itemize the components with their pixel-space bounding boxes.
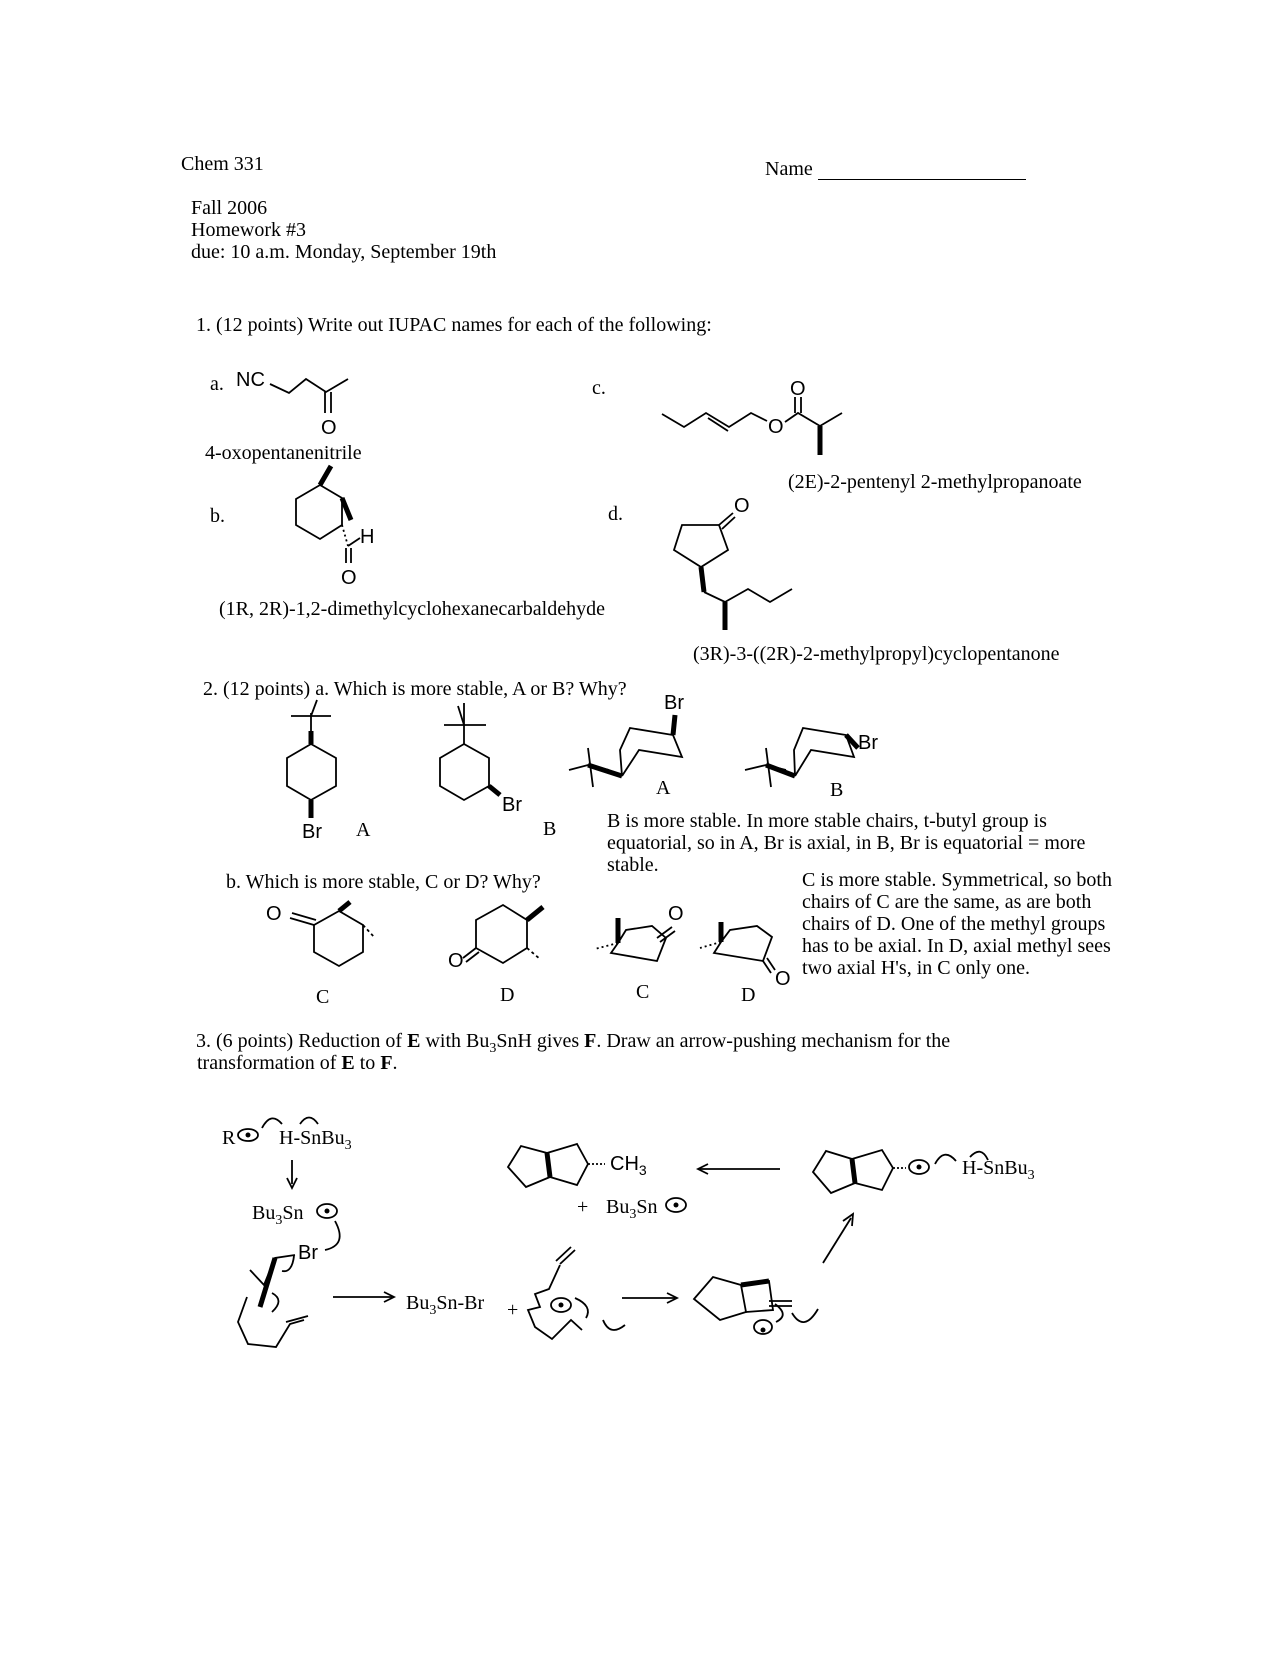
mech-plus-1: + — [507, 1299, 519, 1321]
svg-text:NC: NC — [236, 369, 265, 391]
svg-text:O: O — [790, 378, 806, 400]
q1c-letter: c. — [592, 377, 606, 399]
mech-HSnBu3-1: H-SnBu$_3$ — [279, 1127, 352, 1153]
name-label: Name — [765, 158, 813, 180]
mech-plus-2: + — [577, 1196, 589, 1218]
structure-2a-B-chair — [745, 728, 878, 787]
structure-2b-C — [266, 902, 375, 966]
q1b-letter: b. — [210, 505, 225, 527]
structure-2a-A-chair — [569, 692, 684, 787]
mech-CH3: $CH_3$ — [610, 1153, 647, 1178]
due-date: due: 10 a.m. Monday, September 19th — [191, 241, 497, 263]
svg-text:O: O — [266, 903, 282, 925]
structure-2b-D — [448, 905, 543, 972]
q2a-prompt: 2. (12 points) a. Which is more stable, A or B? Why? — [203, 678, 627, 700]
q3-prompt-line1: 3. (6 points) Reduction of E with $Bu_3SnH$ gives F. Draw an arrow-pushing mechanism for the — [196, 1030, 951, 1056]
course-title: Chem 331 — [181, 153, 264, 175]
svg-text:Br: Br — [298, 1242, 318, 1264]
structure-2b-C-chair — [595, 903, 684, 961]
label-D-flat: D — [500, 984, 515, 1006]
label-B-flat: B — [543, 818, 557, 840]
label-C-chair: C — [636, 981, 650, 1003]
term: Fall 2006 — [191, 197, 268, 219]
label-A-chair: A — [656, 777, 671, 799]
structure-2b-D-chair — [700, 922, 791, 990]
q1d-letter: d. — [608, 503, 623, 525]
label-A-flat: A — [356, 819, 371, 841]
label-C-flat: C — [316, 986, 330, 1008]
q2a-answer: B is more stable. In more stable chairs, t-butyl group is equatorial, so in A, Br is axial, in B, Br is equatorial = more stable. — [607, 810, 1086, 876]
mech-Bu3SnBr: $Bu_3Sn-Br$ — [406, 1292, 485, 1318]
svg-text:O: O — [341, 567, 357, 589]
q1c-answer: (2E)-2-pentenyl 2-methylpropanoate — [788, 471, 1082, 493]
q1-prompt: 1. (12 points) Write out IUPAC names for each of the following: — [196, 314, 712, 336]
svg-text:O: O — [768, 416, 784, 438]
svg-text:O: O — [321, 417, 337, 439]
structure-1d — [674, 495, 792, 630]
q1d-answer: (3R)-3-((2R)-2-methylpropyl)cyclopentanone — [693, 643, 1060, 665]
svg-text:O: O — [734, 495, 750, 517]
q1a-letter: a. — [210, 373, 224, 395]
assignment-title: Homework #3 — [191, 219, 306, 241]
mech-Bu3Sn-2: $Bu_3Sn$ — [606, 1196, 658, 1222]
q1b-answer: (1R, 2R)-1,2-dimethylcyclohexanecarbaldehyde — [219, 598, 605, 620]
structure-1b — [296, 466, 374, 589]
svg-text:H: H — [360, 526, 375, 548]
svg-text:Br: Br — [502, 794, 522, 816]
svg-text:Br: Br — [302, 821, 322, 843]
structure-1c — [662, 378, 842, 455]
svg-text:Br: Br — [858, 732, 878, 754]
svg-text:O: O — [448, 950, 464, 972]
q2b-prompt: b. Which is more stable, C or D? Why? — [226, 871, 541, 893]
q2b-answer: C is more stable. Symmetrical, so both chairs of C are the same, as are both chairs of D. One of the methyl groups has to be axial. In D, axial methyl sees two axial H's, in C only one. — [802, 869, 1112, 979]
label-B-chair: B — [830, 779, 844, 801]
svg-text:O: O — [668, 903, 684, 925]
q1a-answer: 4-oxopentanenitrile — [205, 442, 362, 464]
label-D-chair: D — [741, 984, 756, 1006]
q3-prompt-line2: transformation of E to F. — [197, 1052, 398, 1074]
structure-2a-B — [440, 703, 522, 816]
mech-HSnBu3-2: H-SnBu$_3$ — [962, 1157, 1035, 1183]
svg-text:Br: Br — [664, 692, 684, 714]
mech-Bu3Sn-1: $Bu_3Sn$ — [252, 1202, 304, 1228]
mech-R: R — [222, 1127, 236, 1149]
structure-1a — [236, 369, 348, 439]
mechanism-drawing — [238, 1118, 988, 1348]
svg-text:O: O — [775, 968, 791, 990]
structure-2a-A — [287, 700, 336, 843]
